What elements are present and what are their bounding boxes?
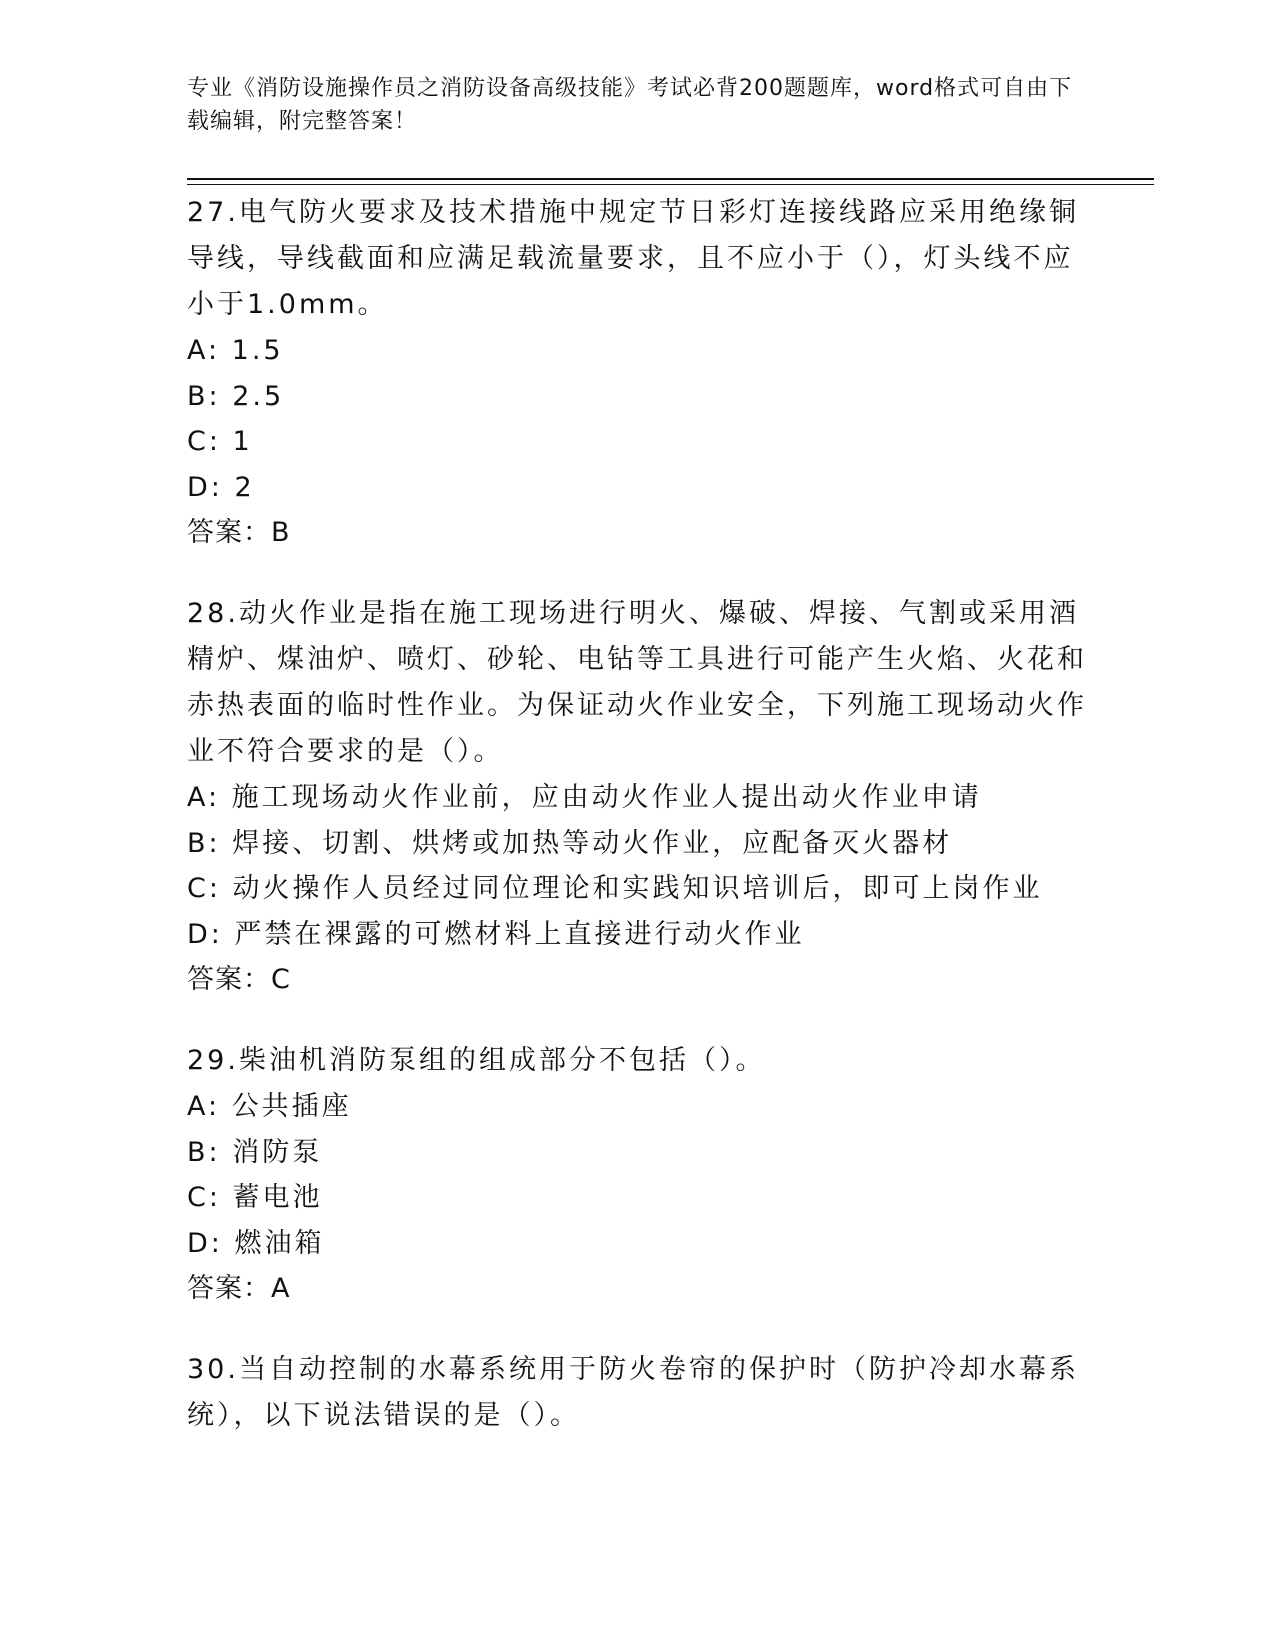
option-d: D: 燃油箱 xyxy=(187,1227,325,1259)
question-28 xyxy=(187,591,1087,1003)
option-a: A: 施工现场动火作业前，应由动火作业人提出动火作业申请 xyxy=(187,782,982,813)
answer: 答案：C xyxy=(187,964,291,995)
question-29 xyxy=(187,1038,1087,1312)
option-c: C: 动火操作人员经过同位理论和实践知识培训后，即可上岗作业 xyxy=(187,873,1043,904)
question-30 xyxy=(187,1347,1087,1439)
answer: 答案：B xyxy=(187,517,291,548)
question-list xyxy=(187,190,1087,1474)
option-c: C: 蓄电池 xyxy=(187,1182,323,1213)
option-b: B: 2.5 xyxy=(187,380,285,412)
option-b: B: 消防泵 xyxy=(187,1136,323,1168)
question-stem: 28.动火作业是指在施工现场进行明火、爆破、焊接、气割或采用酒精炉、煤油炉、喷灯、砂轮、电钻等工具进行可能产生火焰、火花和赤热表面的临时性作业。为保证动火作业安全，下列施工现场动火作业不符合要求的是（）。 xyxy=(187,598,1087,767)
document-header: 专业《消防设施操作员之消防设备高级技能》考试必背200题题库，word格式可自由下载编辑，附完整答案！ xyxy=(187,76,1073,134)
option-c: C: 1 xyxy=(187,426,253,457)
option-b: B: 焊接、切割、烘烤或加热等动火作业，应配备灭火器材 xyxy=(187,827,953,859)
header-rule-thick xyxy=(187,178,1154,180)
option-d: D: 严禁在裸露的可燃材料上直接进行动火作业 xyxy=(187,918,805,950)
header-rule-thin xyxy=(187,184,1154,185)
question-27 xyxy=(187,190,1087,556)
question-stem: 27.电气防火要求及技术措施中规定节日彩灯连接线路应采用绝缘铜导线，导线截面和应满足载流量要求，且不应小于（），灯头线不应小于1.0mm。 xyxy=(187,197,1079,320)
question-stem: 30.当自动控制的水幕系统用于防火卷帘的保护时（防护冷却水幕系统），以下说法错误的是（）。 xyxy=(187,1354,1079,1431)
question-stem: 29.柴油机消防泵组的组成部分不包括（）。 xyxy=(187,1045,766,1076)
option-a: A: 公共插座 xyxy=(187,1091,352,1122)
option-a: A: 1.5 xyxy=(187,335,284,366)
option-d: D: 2 xyxy=(187,471,255,503)
answer: 答案：A xyxy=(187,1273,291,1304)
